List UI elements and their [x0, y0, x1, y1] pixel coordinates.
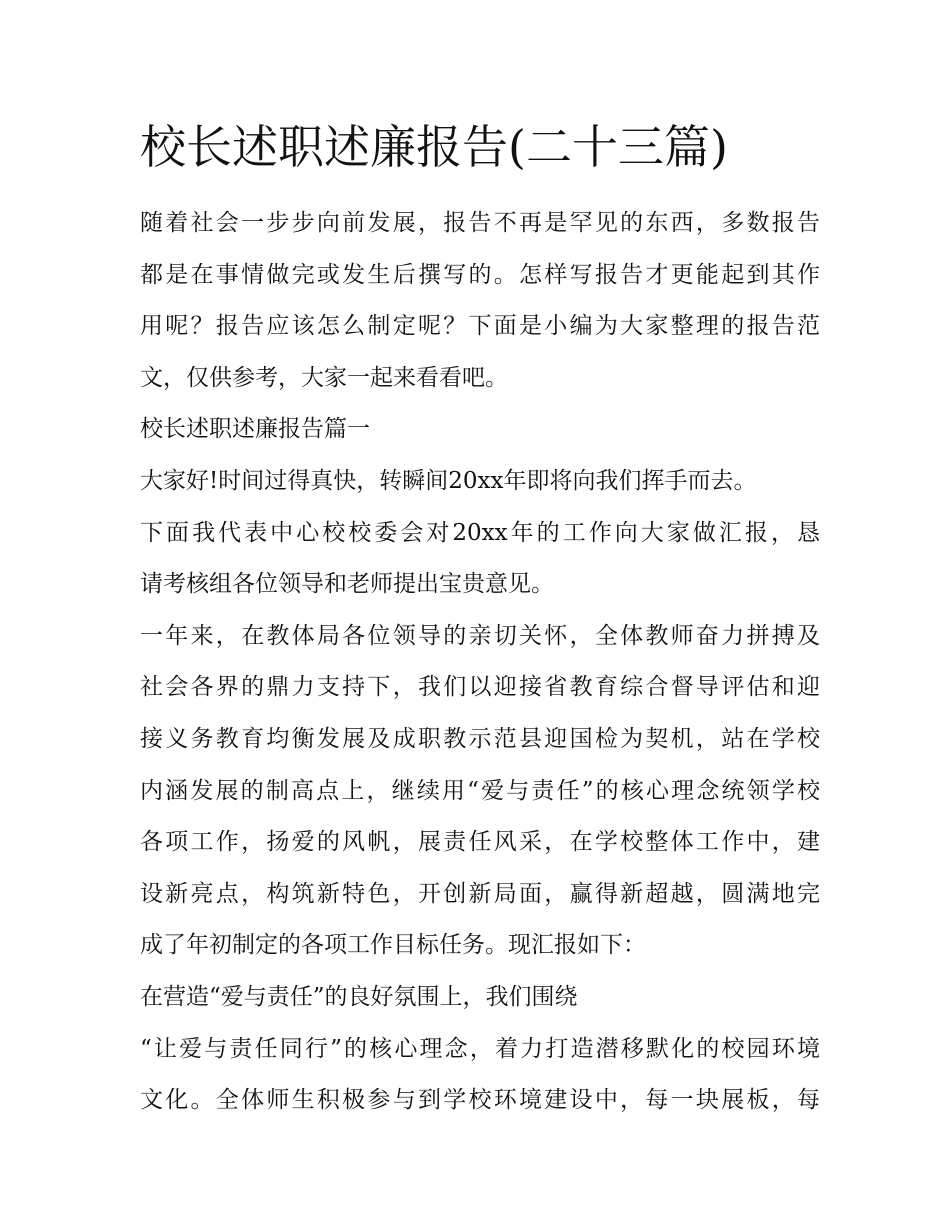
- body-line: 用呢？报告应该怎么制定呢？下面是小编为大家整理的报告范: [140, 313, 820, 340]
- body-line: 文，仅供参考，大家一起来看看吧。: [140, 364, 508, 391]
- body-line: 成了年初制定的各项工作目标任务。现汇报如下：: [140, 932, 646, 959]
- body-line: “让爱与责任同行”的核心理念，着力打造潜移默化的校园环境: [140, 1035, 820, 1062]
- body-line: 下面我代表中心校校委会对20xx年的工作向大家做汇报，恳: [140, 519, 820, 546]
- body-line: 一年来，在教体局各位领导的亲切关怀，全体教师奋力拼搏及: [140, 622, 820, 649]
- document-body: [140, 198, 820, 1127]
- body-line: 都是在事情做完或发生后撰写的。怎样写报告才更能起到其作: [140, 261, 820, 288]
- body-line: 接义务教育均衡发展及成职教示范县迎国检为契机，站在学校: [140, 725, 820, 752]
- body-line: 设新亮点，构筑新特色，开创新局面，赢得新超越，圆满地完: [140, 880, 820, 907]
- body-line: 大家好!时间过得真快，转瞬间20xx年即将向我们挥手而去。: [140, 467, 757, 494]
- body-line: 请考核组各位领导和老师提出宝贵意见。: [140, 571, 554, 598]
- body-line: 内涵发展的制高点上，继续用“爱与责任”的核心理念统领学校: [140, 777, 820, 804]
- body-line: 在营造“爱与责任”的良好氛围上，我们围绕: [140, 983, 578, 1010]
- body-line: 社会各界的鼎力支持下，我们以迎接省教育综合督导评估和迎: [140, 674, 820, 701]
- section-heading: 校长述职述廉报告篇一: [140, 416, 370, 443]
- body-line: 随着社会一步步向前发展，报告不再是罕见的东西，多数报告: [140, 210, 820, 236]
- document-title: 校长述职述廉报告(二十三篇): [140, 120, 728, 174]
- body-line: 文化。全体师生积极参与到学校环境建设中，每一块展板，每: [140, 1087, 820, 1114]
- body-line: 各项工作，扬爱的风帆，展责任风采，在学校整体工作中，建: [140, 829, 820, 856]
